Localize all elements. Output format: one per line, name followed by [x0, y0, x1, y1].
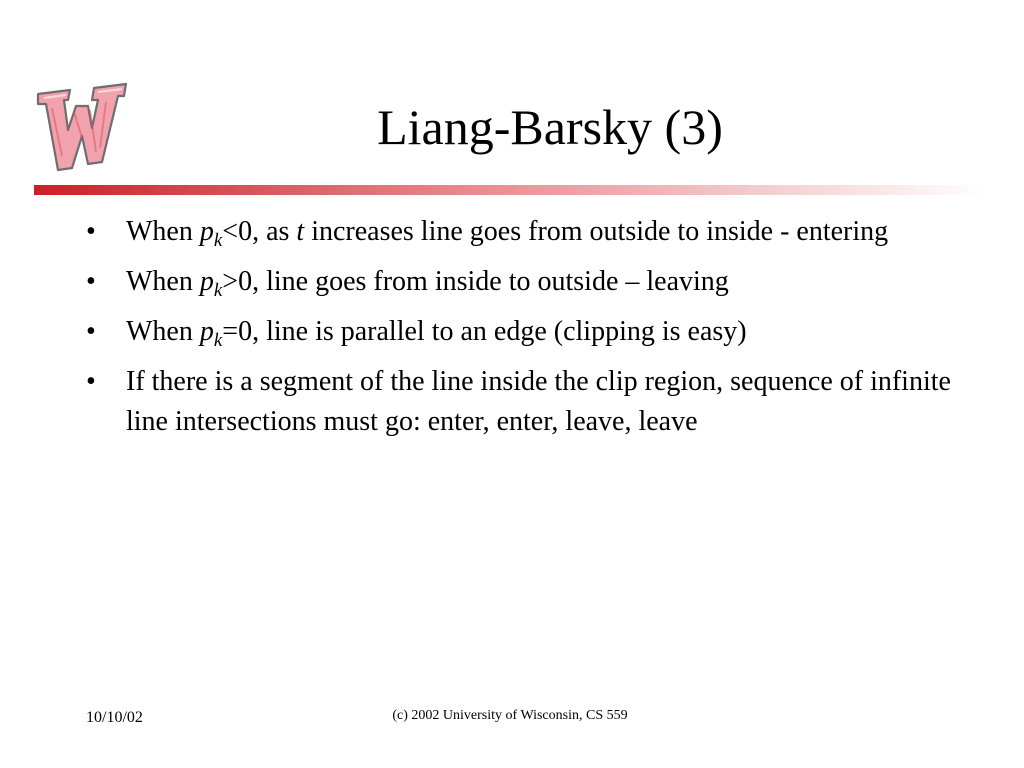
- bullet-text: If there is a segment of the line inside the clip region, sequence of infinite line intersections must go: enter, enter, leave, leave: [126, 366, 951, 437]
- subscript-k: k: [213, 230, 223, 251]
- bullet-item-parallel: [86, 312, 956, 352]
- subscript-k: k: [213, 280, 223, 301]
- university-of-wisconsin-w-logo-icon: [30, 78, 132, 178]
- bullet-marker: •: [86, 316, 96, 347]
- bullet-text: When: [126, 316, 200, 347]
- bullet-text: increases line goes from outside to inside - entering: [304, 216, 889, 247]
- bullet-marker: •: [86, 266, 96, 297]
- subscript-k: k: [213, 330, 223, 351]
- bullet-list: [86, 212, 956, 452]
- bullet-item-leaving: [86, 262, 956, 302]
- variable-p: p: [199, 216, 214, 247]
- title-divider: [34, 185, 988, 195]
- variable-t: t: [296, 216, 305, 247]
- bullet-marker: •: [86, 366, 96, 397]
- bullet-marker: •: [86, 216, 96, 247]
- footer-date: 10/10/02: [86, 709, 143, 726]
- bullet-text: When: [126, 216, 200, 247]
- slide-title: Liang-Barsky (3): [377, 99, 723, 155]
- bullet-item-intersection-order: [86, 362, 956, 442]
- footer-copyright: (c) 2002 University of Wisconsin, CS 559: [392, 708, 628, 723]
- bullet-text: <0, as: [222, 216, 297, 247]
- bullet-item-entering: [86, 212, 956, 252]
- variable-p: p: [199, 266, 214, 297]
- bullet-text: =0, line is parallel to an edge (clipping is easy): [222, 316, 747, 347]
- bullet-text: When: [126, 266, 200, 297]
- bullet-text: >0, line goes from inside to outside – leaving: [222, 266, 729, 297]
- variable-p: p: [199, 316, 214, 347]
